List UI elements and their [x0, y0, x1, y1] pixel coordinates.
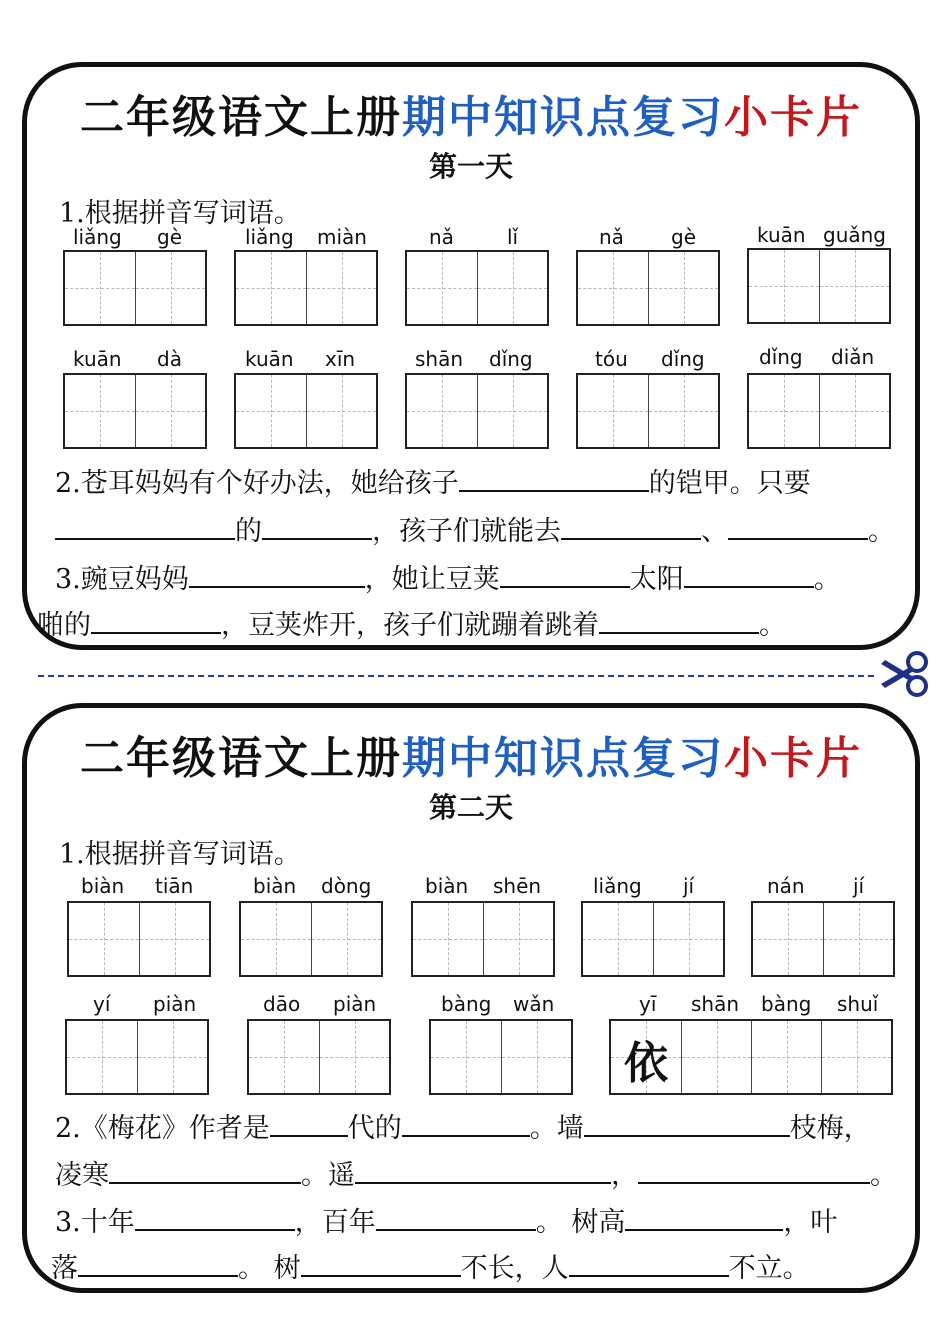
pinyin: tóu	[595, 347, 628, 371]
writing-grid[interactable]	[411, 901, 555, 977]
answer-blank[interactable]	[728, 516, 868, 540]
writing-grid[interactable]	[234, 373, 378, 449]
pinyin: dǐng	[489, 347, 533, 371]
pinyin: jí	[853, 874, 865, 898]
grid-cell[interactable]	[407, 375, 477, 447]
question-2-line-2	[55, 509, 895, 548]
pinyin: piàn	[333, 992, 377, 1016]
writing-grid[interactable]	[576, 373, 720, 449]
writing-grid[interactable]	[65, 1019, 209, 1095]
pinyin: biàn	[425, 874, 469, 898]
text: 。	[868, 516, 895, 547]
pinyin: nǎ	[599, 225, 624, 249]
idiom-writing-grid[interactable]	[609, 1019, 893, 1095]
pinyin: bàng	[441, 992, 492, 1016]
pinyin: dà	[157, 347, 182, 371]
pinyin: wǎn	[513, 992, 555, 1016]
given-character: 依	[624, 1038, 668, 1089]
grid-cell[interactable]	[749, 250, 819, 322]
answer-blank[interactable]	[459, 468, 649, 492]
pinyin: yī	[639, 992, 657, 1016]
text: 啪的	[37, 610, 91, 641]
title-part-black: 二年级语文上册	[80, 92, 402, 143]
text: ，豆荚炸开，孩子们就蹦着跳着	[221, 610, 599, 641]
grid-cell[interactable]	[648, 252, 718, 324]
pinyin: biàn	[81, 874, 125, 898]
pinyin: gè	[671, 225, 696, 249]
grid-cell[interactable]	[749, 375, 819, 447]
grid-cell[interactable]	[477, 252, 547, 324]
pinyin: dǐng	[661, 347, 705, 371]
writing-grid[interactable]	[247, 1019, 391, 1095]
text: 、	[701, 516, 728, 547]
text: 2.苍耳妈妈有个好办法，她给孩子	[55, 468, 459, 499]
text: 。	[870, 1160, 897, 1191]
grid-cell[interactable]	[819, 375, 889, 447]
title-part-blue: 期中知识点复习	[402, 733, 724, 784]
grid-cell[interactable]	[139, 903, 209, 975]
grid-cell[interactable]	[67, 1021, 137, 1093]
pinyin: diǎn	[831, 345, 875, 369]
card-title	[27, 722, 915, 786]
grid-cell[interactable]	[306, 252, 376, 324]
grid-cell[interactable]	[483, 903, 553, 975]
text: ，	[611, 1160, 638, 1191]
answer-blank[interactable]	[500, 564, 630, 588]
pinyin: shān	[691, 992, 740, 1016]
writing-grid[interactable]	[67, 901, 211, 977]
pinyin: kuān	[73, 347, 122, 371]
day-label: 第一天	[428, 150, 513, 183]
pinyin: dǐng	[759, 345, 803, 369]
question-3-line-2	[37, 603, 895, 642]
grid-cell[interactable]	[135, 252, 205, 324]
grid-cell[interactable]	[681, 1021, 751, 1093]
writing-grid[interactable]	[747, 373, 891, 449]
grid-cell[interactable]	[431, 1021, 501, 1093]
grid-cell[interactable]	[236, 375, 306, 447]
title-part-blue: 期中知识点复习	[402, 92, 724, 143]
pinyin: tiān	[155, 874, 194, 898]
grid-cell[interactable]	[501, 1021, 571, 1093]
text: ，百年	[294, 1207, 376, 1238]
text: 不长，人	[460, 1253, 569, 1284]
grid-cell[interactable]	[407, 252, 477, 324]
text: 落	[51, 1253, 78, 1284]
title-part-black: 二年级语文上册	[80, 733, 402, 784]
writing-grid[interactable]	[747, 248, 891, 324]
title-part-red: 小卡片	[724, 92, 862, 143]
grid-cell[interactable]	[65, 375, 135, 447]
answer-blank[interactable]	[402, 1113, 530, 1137]
answer-blank[interactable]	[584, 1113, 790, 1137]
grid-cell[interactable]	[751, 1021, 821, 1093]
writing-grid[interactable]	[581, 901, 725, 977]
grid-cell[interactable]	[578, 375, 648, 447]
answer-blank[interactable]	[561, 516, 701, 540]
answer-blank[interactable]	[638, 1160, 870, 1184]
writing-grid[interactable]	[63, 250, 207, 326]
answer-blank[interactable]	[355, 1160, 611, 1184]
text: 3.豌豆妈妈	[55, 564, 189, 595]
pinyin: nǎ	[429, 225, 454, 249]
answer-blank[interactable]	[270, 1113, 348, 1137]
text: 。墙	[529, 1113, 584, 1144]
text: ，她让豆荚	[364, 564, 500, 595]
answer-blank[interactable]	[599, 610, 759, 634]
text: ，叶	[783, 1207, 838, 1238]
grid-cell[interactable]	[823, 903, 893, 975]
answer-blank[interactable]	[684, 564, 814, 588]
grid-cell[interactable]	[135, 375, 205, 447]
grid-cell[interactable]	[311, 903, 381, 975]
grid-cell[interactable]	[648, 375, 718, 447]
pinyin: gè	[157, 225, 182, 249]
grid-cell[interactable]	[819, 250, 889, 322]
grid-cell[interactable]	[249, 1021, 319, 1093]
text: 3.十年	[55, 1207, 135, 1238]
grid-cell[interactable]	[413, 903, 483, 975]
grid-cell[interactable]	[578, 252, 648, 324]
pinyin: piàn	[153, 992, 197, 1016]
question-3-line-1	[55, 557, 895, 596]
answer-blank[interactable]	[55, 516, 235, 540]
writing-grid[interactable]	[576, 250, 720, 326]
writing-grid[interactable]	[751, 901, 895, 977]
scissors-icon	[875, 650, 931, 698]
question-3-line-1	[55, 1200, 895, 1239]
writing-grid[interactable]	[239, 901, 383, 977]
grid-cell[interactable]	[69, 903, 139, 975]
review-card-day2	[22, 703, 920, 1293]
pinyin: dòng	[321, 874, 372, 898]
pinyin: shuǐ	[837, 992, 879, 1016]
pinyin: yí	[93, 992, 111, 1016]
grid-cell[interactable]	[241, 903, 311, 975]
card-title	[27, 81, 915, 145]
answer-blank[interactable]	[301, 1253, 461, 1277]
answer-blank[interactable]	[78, 1253, 238, 1277]
pinyin: kuān	[757, 223, 806, 247]
writing-grid[interactable]	[429, 1019, 573, 1095]
writing-grid[interactable]	[405, 250, 549, 326]
text: 。 树	[238, 1253, 301, 1284]
answer-blank[interactable]	[91, 610, 221, 634]
grid-cell[interactable]	[583, 903, 653, 975]
answer-blank[interactable]	[262, 516, 372, 540]
question-2-line-1	[55, 461, 895, 500]
text: 枝梅，	[789, 1113, 871, 1144]
pinyin: jí	[683, 874, 695, 898]
grid-cell[interactable]	[137, 1021, 207, 1093]
text: ，孩子们就能去	[372, 516, 561, 547]
pinyin: kuān	[245, 347, 294, 371]
text: 。	[759, 610, 786, 641]
question-3-line-2	[51, 1246, 895, 1285]
text: 太阳	[629, 564, 684, 595]
answer-blank[interactable]	[376, 1207, 536, 1231]
pinyin: miàn	[317, 225, 367, 249]
pinyin: guǎng	[823, 223, 886, 247]
question-2-line-2	[55, 1153, 895, 1192]
grid-cell[interactable]	[236, 252, 306, 324]
answer-blank[interactable]	[569, 1253, 729, 1277]
grid-cell[interactable]	[477, 375, 547, 447]
question-1-heading: 1.根据拼音写词语。	[59, 198, 301, 229]
title-part-red: 小卡片	[724, 733, 862, 784]
pinyin: shān	[415, 347, 464, 371]
grid-cell[interactable]	[753, 903, 823, 975]
pinyin: liǎng	[73, 225, 122, 249]
writing-grid[interactable]	[63, 373, 207, 449]
grid-cell[interactable]	[319, 1021, 389, 1093]
pinyin: shēn	[493, 874, 542, 898]
pinyin: lǐ	[507, 225, 519, 249]
text: 不立。	[728, 1253, 810, 1284]
pinyin: bàng	[761, 992, 812, 1016]
text: 的铠甲。只要	[648, 468, 811, 499]
writing-grid[interactable]	[405, 373, 549, 449]
grid-cell[interactable]	[821, 1021, 891, 1093]
text: 凌寒	[55, 1160, 109, 1191]
writing-grid[interactable]	[234, 250, 378, 326]
text: 2.《梅花》作者是	[55, 1113, 270, 1144]
question-2-line-1	[55, 1106, 895, 1145]
text: 。遥	[301, 1160, 355, 1191]
grid-cell[interactable]	[653, 903, 723, 975]
day-label: 第二天	[428, 791, 513, 824]
text: 。	[813, 564, 841, 595]
text: 。 树高	[535, 1207, 626, 1238]
review-card-day1	[22, 62, 920, 650]
pinyin: nán	[767, 874, 805, 898]
pinyin: liǎng	[593, 874, 642, 898]
answer-blank[interactable]	[135, 1207, 295, 1231]
question-1-heading: 1.根据拼音写词语。	[59, 839, 301, 870]
pinyin: liǎng	[245, 225, 294, 249]
pinyin: xīn	[325, 347, 356, 371]
text: 的	[235, 516, 262, 547]
grid-cell[interactable]	[611, 1021, 681, 1093]
answer-blank[interactable]	[625, 1207, 783, 1231]
answer-blank[interactable]	[109, 1160, 301, 1184]
grid-cell[interactable]	[306, 375, 376, 447]
text: 代的	[347, 1113, 402, 1144]
cut-line	[38, 675, 874, 677]
answer-blank[interactable]	[189, 564, 365, 588]
pinyin: biàn	[253, 874, 297, 898]
grid-cell[interactable]	[65, 252, 135, 324]
pinyin: dāo	[263, 992, 301, 1016]
